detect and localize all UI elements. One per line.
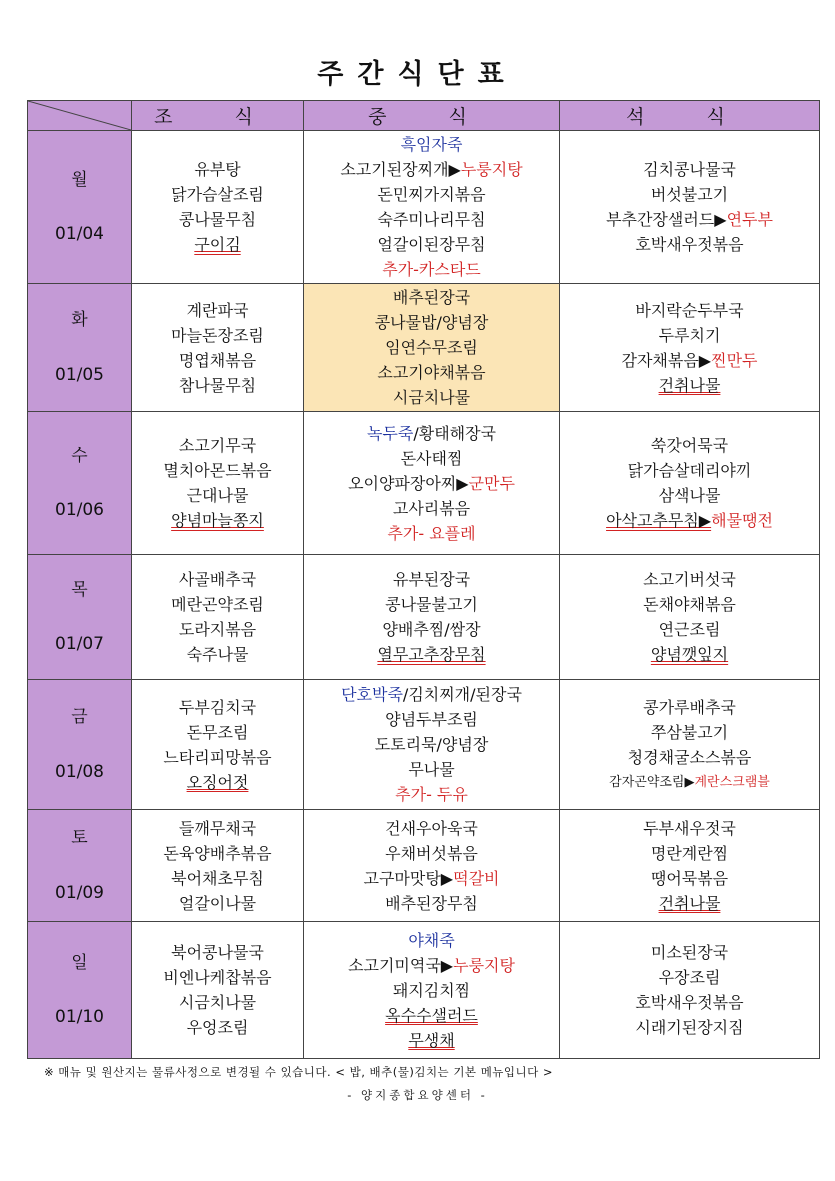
- menu-item-name: 쭈삼불고기: [650, 722, 729, 742]
- menu-item-name: 미소된장국: [650, 943, 729, 962]
- breakfast-menu-item: [132, 483, 303, 508]
- breakfast-menu-item: [132, 940, 303, 965]
- menu-item-name: 야채죽: [408, 930, 455, 950]
- menu-item-name: 얼갈이나물: [178, 893, 257, 913]
- day-label: [28, 131, 132, 284]
- day-row: [28, 810, 820, 922]
- menu-item-name: 명란계란찜: [650, 843, 729, 863]
- day-of-week: 수: [71, 445, 88, 466]
- menu-item-name: 돈채야채볶음: [643, 595, 736, 614]
- header-corner: [28, 101, 132, 131]
- footer-organization: - 양지종합요양센터 -: [347, 1088, 488, 1102]
- breakfast-cell: [132, 412, 304, 555]
- day-label: [28, 284, 132, 412]
- lunch-menu-item: [304, 953, 559, 978]
- lunch-menu-item: [304, 707, 559, 732]
- breakfast-menu-item: [132, 720, 303, 745]
- menu-item-name: 배추된장무침: [385, 893, 478, 913]
- menu-item-name: 오이양파장아찌▶: [348, 473, 469, 493]
- menu-item-name: 우엉조림: [186, 1018, 249, 1037]
- breakfast-menu-item: [132, 990, 303, 1015]
- breakfast-cell: [132, 810, 304, 922]
- menu-item-name: 도라지볶음: [178, 620, 257, 639]
- menu-item-extra: 떡갈비: [453, 868, 500, 888]
- dinner-menu-item: [560, 323, 819, 348]
- menu-item-name: 숙주나물: [186, 645, 249, 664]
- menu-item-name: 콩나물밥/양념장: [374, 313, 489, 332]
- menu-item-name: 양배추찜/쌈장: [382, 620, 481, 639]
- dinner-menu-item: [560, 891, 819, 916]
- menu-item-name: 계란파국: [186, 300, 249, 320]
- menu-item-name: 양념두부조림: [385, 710, 478, 729]
- breakfast-menu-item: [132, 567, 303, 592]
- breakfast-menu-item: [132, 617, 303, 642]
- menu-item-name: 닭가슴살조림: [171, 185, 264, 204]
- dinner-menu-item: [560, 770, 819, 795]
- lunch-menu-item: [304, 816, 559, 841]
- weekly-menu-table: [27, 100, 820, 1059]
- footer-note: ※ 매뉴 및 원산지는 물류사정으로 변경될 수 있습니다. < 밥, 배추(물)김치는 기본 메뉴입니다 >: [44, 1065, 554, 1079]
- day-date: 01/07: [55, 634, 104, 654]
- breakfast-menu-item: [132, 433, 303, 458]
- menu-item-name: 건새우아욱국: [385, 818, 478, 838]
- day-label: [28, 555, 132, 680]
- dinner-cell: [560, 922, 820, 1059]
- breakfast-menu-item: [132, 182, 303, 207]
- dinner-menu-item: [560, 567, 819, 592]
- lunch-menu-item: [304, 782, 559, 807]
- menu-item-name: 옥수수샐러드: [385, 1005, 478, 1025]
- day-row: [28, 131, 820, 284]
- breakfast-menu-item: [132, 866, 303, 891]
- day-row: [28, 555, 820, 680]
- lunch-cell: [304, 131, 560, 284]
- dinner-menu-item: [560, 182, 819, 207]
- menu-item-name: 두부김치국: [178, 697, 257, 717]
- menu-item-name: 버섯불고기: [650, 185, 729, 204]
- day-date: 01/05: [55, 364, 104, 385]
- dinner-menu-item: [560, 841, 819, 866]
- day-label: [28, 680, 132, 810]
- menu-item-name: 북어콩나물국: [171, 943, 264, 962]
- menu-item-name: 바지락순두부국: [635, 300, 744, 320]
- menu-item-name: 도토리묵/양념장: [374, 735, 489, 754]
- lunch-menu-item: [304, 866, 559, 891]
- menu-item-name: 배추된장국: [392, 288, 471, 307]
- menu-item-extra: 연두부: [726, 210, 773, 229]
- day-label: [28, 810, 132, 922]
- dinner-menu-item: [560, 1015, 819, 1040]
- menu-item-extra: 계란스크램블: [694, 774, 770, 790]
- menu-item-name: 소고기미역국▶: [348, 955, 454, 975]
- menu-item-name: 소고기버섯국: [643, 570, 736, 589]
- lunch-menu-item: [304, 207, 559, 232]
- day-date: 01/08: [55, 761, 104, 782]
- breakfast-menu-item: [132, 965, 303, 990]
- lunch-menu-item: [304, 978, 559, 1003]
- dinner-menu-item: [560, 940, 819, 965]
- dinner-menu-item: [560, 866, 819, 891]
- menu-item-name: 땡어묵볶음: [650, 868, 729, 888]
- dinner-cell: [560, 412, 820, 555]
- menu-item-name: 무나물: [408, 760, 455, 779]
- breakfast-menu-item: [132, 816, 303, 841]
- menu-item-name: 흑임자죽: [400, 135, 463, 154]
- menu-item-name: 들깨무채국: [178, 818, 257, 838]
- lunch-menu-item: [304, 496, 559, 521]
- dinner-menu-item: [560, 157, 819, 182]
- lunch-menu-item: [304, 642, 559, 667]
- lunch-menu-item: [304, 310, 559, 335]
- breakfast-menu-item: [132, 841, 303, 866]
- header-lunch: 중 식: [304, 101, 560, 131]
- menu-item-name: 명엽채볶음: [178, 350, 257, 370]
- dinner-menu-item: [560, 373, 819, 398]
- day-of-week: 월: [71, 169, 88, 190]
- menu-item-name: 건취나물: [658, 375, 721, 395]
- lunch-cell: [304, 412, 560, 555]
- menu-item-extra: 찐만두: [711, 350, 758, 370]
- day-date: 01/09: [55, 882, 104, 903]
- dinner-menu-item: [560, 298, 819, 323]
- breakfast-menu-item: [132, 373, 303, 398]
- day-of-week: 토: [71, 828, 88, 849]
- menu-item-name: 우장조림: [658, 968, 721, 987]
- menu-rows: [28, 131, 820, 1059]
- lunch-menu-item: [304, 182, 559, 207]
- menu-item-name: 숙주미나리무침: [377, 210, 486, 229]
- breakfast-menu-item: [132, 1015, 303, 1040]
- lunch-menu-item: [304, 232, 559, 257]
- lunch-menu-item: [304, 841, 559, 866]
- day-row: [28, 680, 820, 810]
- breakfast-menu-item: [132, 592, 303, 617]
- breakfast-menu-item: [132, 207, 303, 232]
- menu-item-name: 콩가루배추국: [643, 697, 736, 717]
- menu-item-name: 돈민찌가지볶음: [377, 185, 486, 204]
- menu-item-extra: 누룽지탕: [460, 160, 523, 179]
- lunch-cell: [304, 810, 560, 922]
- lunch-menu-item: [304, 385, 559, 410]
- lunch-menu-item: [304, 257, 559, 282]
- menu-item-name: 두부새우젓국: [643, 818, 736, 838]
- lunch-cell: [304, 284, 560, 412]
- breakfast-menu-item: [132, 323, 303, 348]
- menu-item-name: 시래기된장지짐: [635, 1018, 744, 1037]
- lunch-menu-item: [304, 757, 559, 782]
- day-date: 01/10: [55, 1007, 104, 1027]
- menu-item-name: 부추간장샐러드▶: [606, 210, 727, 229]
- breakfast-cell: [132, 284, 304, 412]
- day-row: [28, 412, 820, 555]
- breakfast-menu-item: [132, 891, 303, 916]
- dinner-menu-item: [560, 720, 819, 745]
- menu-item-name: 마늘돈장조림: [171, 325, 264, 345]
- day-of-week: 일: [71, 952, 88, 973]
- dinner-cell: [560, 131, 820, 284]
- menu-item-name: 삼색나물: [658, 486, 721, 505]
- day-of-week: 화: [71, 310, 88, 331]
- menu-item-name: 추가- 요플레: [387, 523, 476, 543]
- dinner-menu-item: [560, 592, 819, 617]
- menu-item-name: 양념깻잎지: [650, 645, 729, 664]
- day-date: 01/04: [55, 224, 104, 244]
- lunch-menu-item: [304, 891, 559, 916]
- menu-item-name: 구이김: [194, 235, 241, 254]
- menu-item-name: 건취나물: [658, 893, 721, 913]
- menu-item-name: 콩나물무침: [178, 210, 257, 229]
- menu-item-name: 감자채볶음▶: [621, 350, 712, 370]
- header-row: [28, 101, 820, 131]
- dinner-menu-item: [560, 617, 819, 642]
- dinner-menu-item: [560, 642, 819, 667]
- lunch-menu-item: [304, 285, 559, 310]
- dinner-menu-item: [560, 695, 819, 720]
- menu-item-name: 메란곤약조림: [171, 595, 264, 614]
- dinner-menu-item: [560, 745, 819, 770]
- lunch-menu-item: [304, 421, 559, 446]
- lunch-menu-item: [304, 335, 559, 360]
- menu-item-name: 감자곤약조림▶: [609, 774, 695, 790]
- menu-item-extra: 군만두: [468, 473, 515, 493]
- lunch-menu-item: [304, 1028, 559, 1053]
- lunch-menu-item: [304, 928, 559, 953]
- lunch-menu-item: [304, 1003, 559, 1028]
- menu-item-name: 돼지김치찜: [392, 980, 471, 1000]
- menu-item-name: 소고기야채볶음: [377, 363, 486, 382]
- lunch-menu-item: [304, 682, 559, 707]
- menu-item-name: 추가- 두유: [395, 785, 468, 804]
- menu-item-rest: /황태해장국: [413, 423, 497, 443]
- menu-item-name: 단호박죽: [341, 685, 403, 704]
- day-row: [28, 284, 820, 412]
- menu-item-name: 돈무조림: [186, 722, 249, 742]
- menu-item-name: 돈육양배추볶음: [163, 843, 272, 863]
- lunch-menu-item: [304, 521, 559, 546]
- menu-item-name: 시금치나물: [178, 993, 257, 1012]
- breakfast-menu-item: [132, 695, 303, 720]
- day-label: [28, 922, 132, 1059]
- dinner-menu-item: [560, 990, 819, 1015]
- menu-item-name: 고구마맛탕▶: [363, 868, 454, 888]
- dinner-menu-item: [560, 348, 819, 373]
- menu-item-name: 멸치아몬드볶음: [163, 461, 272, 480]
- menu-item-name: 추가-카스타드: [382, 260, 481, 279]
- breakfast-cell: [132, 922, 304, 1059]
- menu-item-name: 유부탕: [194, 160, 241, 179]
- day-label: [28, 412, 132, 555]
- dinner-cell: [560, 555, 820, 680]
- menu-item-name: 소고기무국: [178, 436, 257, 455]
- lunch-menu-item: [304, 157, 559, 182]
- menu-item-name: 김치콩나물국: [643, 160, 736, 179]
- lunch-cell: [304, 555, 560, 680]
- dinner-cell: [560, 680, 820, 810]
- lunch-menu-item: [304, 360, 559, 385]
- day-of-week: 금: [71, 707, 88, 728]
- breakfast-menu-item: [132, 298, 303, 323]
- menu-item-name: 청경채굴소스볶음: [627, 747, 752, 767]
- lunch-menu-item: [304, 446, 559, 471]
- dinner-menu-item: [560, 483, 819, 508]
- breakfast-cell: [132, 555, 304, 680]
- header-dinner: 석 식: [560, 101, 820, 131]
- lunch-cell: [304, 922, 560, 1059]
- lunch-menu-item: [304, 471, 559, 496]
- menu-item-name: 닭가슴살데리야끼: [627, 461, 752, 480]
- menu-item-name: 우채버섯볶음: [385, 843, 478, 863]
- menu-item-rest: /김치찌개/된장국: [402, 685, 522, 704]
- menu-item-name: 호박새우젓볶음: [635, 993, 744, 1012]
- breakfast-menu-item: [132, 745, 303, 770]
- menu-item-name: 북어채초무침: [171, 868, 264, 888]
- menu-item-name: 소고기된장찌개▶: [340, 160, 461, 179]
- dinner-menu-item: [560, 207, 819, 232]
- day-of-week: 목: [71, 579, 88, 600]
- header-breakfast: 조 식: [132, 101, 304, 131]
- menu-item-name: 얼갈이된장무침: [377, 235, 486, 254]
- breakfast-cell: [132, 131, 304, 284]
- dinner-menu-item: [560, 508, 819, 533]
- menu-item-name: 근대나물: [186, 486, 249, 505]
- menu-item-name: 열무고추장무침: [377, 645, 486, 664]
- breakfast-menu-item: [132, 642, 303, 667]
- breakfast-menu-item: [132, 458, 303, 483]
- breakfast-menu-item: [132, 508, 303, 533]
- breakfast-menu-item: [132, 770, 303, 795]
- dinner-menu-item: [560, 458, 819, 483]
- menu-item-name: 오징어젓: [186, 772, 249, 792]
- lunch-menu-item: [304, 732, 559, 757]
- dinner-menu-item: [560, 965, 819, 990]
- day-row: [28, 922, 820, 1059]
- menu-item-name: 호박새우젓볶음: [635, 235, 744, 254]
- menu-item-name: 녹두죽: [366, 423, 414, 443]
- breakfast-menu-item: [132, 232, 303, 257]
- breakfast-menu-item: [132, 157, 303, 182]
- menu-item-name: 아삭고추무침▶: [606, 511, 712, 530]
- menu-item-name: 두루치기: [658, 325, 721, 345]
- menu-item-name: 돈사태찜: [400, 448, 463, 468]
- lunch-menu-item: [304, 592, 559, 617]
- dinner-cell: [560, 810, 820, 922]
- menu-item-name: 콩나물불고기: [385, 595, 478, 614]
- menu-item-name: 쑥갓어묵국: [650, 436, 729, 455]
- lunch-menu-item: [304, 567, 559, 592]
- page-title: 주간식단표: [317, 59, 518, 90]
- day-date: 01/06: [55, 500, 104, 520]
- menu-item-name: 비엔나케찹볶음: [163, 968, 272, 987]
- dinner-menu-item: [560, 433, 819, 458]
- menu-item-extra: 해물땡전: [711, 511, 773, 530]
- lunch-menu-item: [304, 617, 559, 642]
- menu-item-name: 유부된장국: [392, 570, 471, 589]
- menu-item-name: 임연수무조림: [385, 338, 478, 357]
- dinner-cell: [560, 284, 820, 412]
- lunch-menu-item: [304, 132, 559, 157]
- dinner-menu-item: [560, 232, 819, 257]
- breakfast-menu-item: [132, 348, 303, 373]
- menu-item-name: 연근조림: [658, 620, 721, 639]
- menu-item-name: 참나물무침: [178, 375, 257, 395]
- menu-item-extra: 누룽지탕: [453, 955, 515, 975]
- menu-item-name: 느타리피망볶음: [163, 747, 272, 767]
- menu-item-name: 양념마늘쫑지: [171, 511, 264, 530]
- dinner-menu-item: [560, 816, 819, 841]
- menu-item-name: 시금치나물: [392, 388, 471, 407]
- menu-item-name: 사골배추국: [178, 570, 257, 589]
- menu-item-name: 고사리볶음: [392, 498, 471, 518]
- lunch-cell: [304, 680, 560, 810]
- menu-item-name: 무생채: [408, 1030, 455, 1050]
- breakfast-cell: [132, 680, 304, 810]
